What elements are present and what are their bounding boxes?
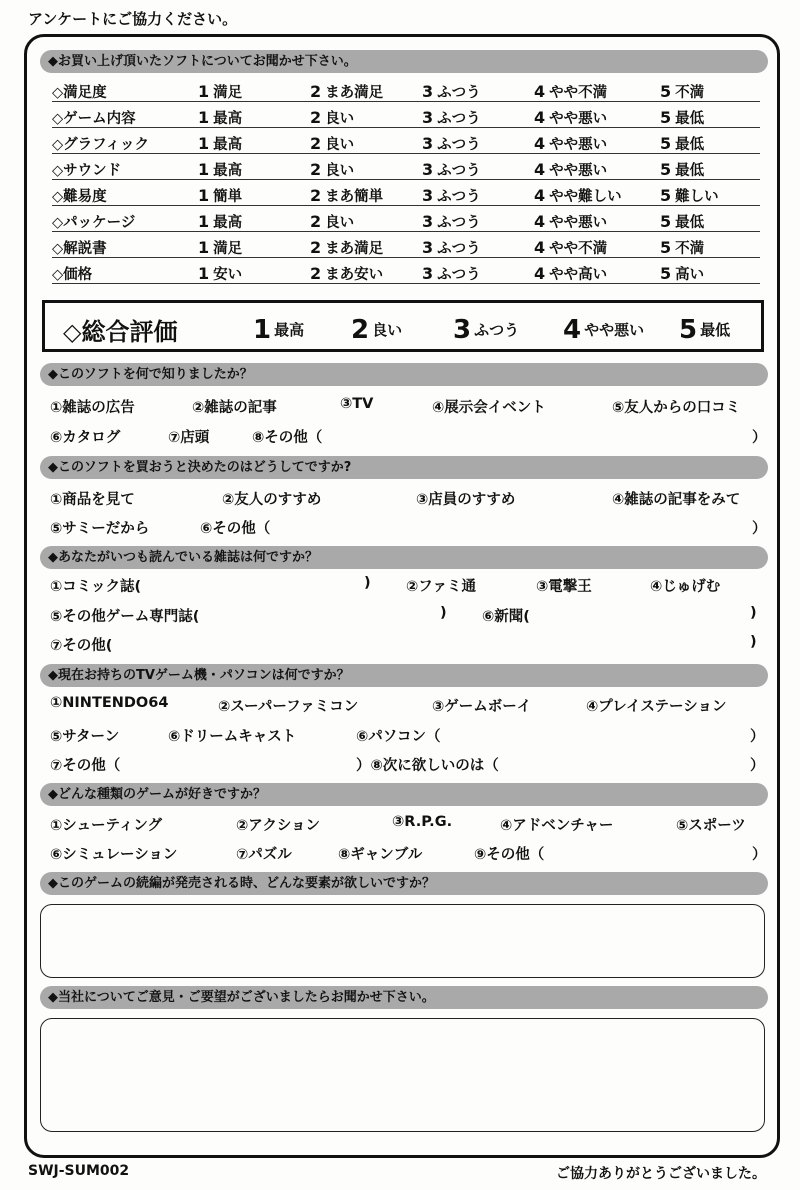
rating-option-text: やや悪い bbox=[549, 137, 608, 153]
rating-option-1[interactable] bbox=[198, 107, 242, 128]
rating-option-text: ふつう bbox=[437, 241, 481, 257]
rating-option-text: 最高 bbox=[213, 163, 243, 179]
rating-option-1[interactable] bbox=[198, 133, 242, 154]
rating-option-5[interactable] bbox=[660, 185, 719, 206]
rating-option-text: 安い bbox=[213, 267, 243, 283]
rating-option-text: 不満 bbox=[675, 85, 705, 101]
rating-row bbox=[40, 208, 768, 232]
q3-option-5[interactable]: ⑤その他ゲーム専門誌( bbox=[50, 609, 200, 625]
q2-option-5[interactable]: ⑤サミーだから bbox=[50, 521, 150, 537]
overall-option-text: やや悪い bbox=[584, 321, 645, 339]
q1-option-8[interactable]: ⑧その他（ bbox=[252, 430, 323, 446]
row-underline bbox=[52, 257, 760, 258]
rating-row bbox=[40, 104, 768, 128]
q3-option-3[interactable]: ③電撃王 bbox=[536, 579, 592, 595]
q4-option-6[interactable]: ⑥ドリームキャスト bbox=[168, 729, 297, 745]
overall-option-1[interactable] bbox=[253, 315, 304, 345]
rating-option-5[interactable] bbox=[660, 133, 704, 154]
rating-option-text: やや悪い bbox=[549, 111, 608, 127]
rating-option-3[interactable] bbox=[422, 263, 481, 284]
rating-option-number: 1 bbox=[198, 160, 210, 179]
rating-option-text: やや悪い bbox=[549, 163, 608, 179]
rating-option-text: やや不満 bbox=[549, 85, 608, 101]
rating-option-text: 最低 bbox=[675, 215, 705, 231]
rating-option-3[interactable] bbox=[422, 185, 481, 206]
overall-rating-box bbox=[42, 300, 764, 352]
rating-option-4[interactable] bbox=[534, 133, 607, 154]
rating-option-text: やや不満 bbox=[549, 241, 608, 257]
rating-option-text: 最高 bbox=[213, 111, 243, 127]
row-underline bbox=[52, 153, 760, 154]
q6-header: ◆このゲームの続編が発売される時、どんな要素が欲しいですか？ bbox=[40, 872, 768, 895]
rating-option-number: 5 bbox=[660, 212, 672, 231]
overall-option-text: 良い bbox=[372, 321, 403, 339]
rating-option-1[interactable] bbox=[198, 237, 242, 258]
q5-close-paren: ） bbox=[752, 847, 767, 863]
rating-option-5[interactable] bbox=[660, 237, 704, 258]
rating-option-4[interactable] bbox=[534, 185, 622, 206]
rating-option-number: 1 bbox=[198, 264, 210, 283]
rating-option-number: 3 bbox=[422, 264, 434, 283]
rating-option-5[interactable] bbox=[660, 81, 704, 102]
q4-option-pc[interactable]: ⑥パソコン（ bbox=[356, 729, 441, 745]
q1-option-4[interactable]: ④展示会イベント bbox=[432, 400, 546, 416]
overall-option-text: 最高 bbox=[274, 321, 305, 339]
q1-option-3[interactable]: ③TV bbox=[340, 396, 374, 412]
q3-option-2[interactable]: ②ファミ通 bbox=[406, 579, 476, 595]
rating-option-text: まあ満足 bbox=[325, 241, 384, 257]
rating-option-3[interactable] bbox=[422, 159, 481, 180]
rating-option-text: 最高 bbox=[213, 137, 243, 153]
q4-header: ◆現在お持ちのTVゲーム機・パソコンは何ですか？ bbox=[40, 664, 768, 687]
rating-row-label: ◇難易度 bbox=[52, 189, 107, 205]
rating-option-number: 5 bbox=[660, 108, 672, 127]
rating-option-text: 高い bbox=[675, 267, 705, 283]
rating-option-text: まあ安い bbox=[325, 267, 384, 283]
overall-option-number: 4 bbox=[563, 315, 582, 345]
rating-option-number: 5 bbox=[660, 160, 672, 179]
rating-option-number: 3 bbox=[422, 238, 434, 257]
rating-option-text: やや難しい bbox=[549, 189, 622, 205]
q3-option-1[interactable]: ①コミック誌( bbox=[50, 579, 142, 595]
rating-option-text: ふつう bbox=[437, 267, 481, 283]
rating-option-2[interactable] bbox=[310, 237, 383, 258]
rating-option-number: 2 bbox=[310, 212, 322, 231]
rating-option-2[interactable] bbox=[310, 81, 383, 102]
q4-option-7[interactable]: ⑦その他（ bbox=[50, 758, 121, 774]
rating-option-number: 4 bbox=[534, 134, 546, 153]
q1-option-1[interactable]: ①雑誌の広告 bbox=[50, 400, 135, 416]
rating-option-number: 2 bbox=[310, 108, 322, 127]
rating-option-text: 不満 bbox=[675, 241, 705, 257]
page-title: アンケートにご協力ください。 bbox=[28, 10, 238, 28]
rating-section-header: ◆お買い上げ頂いたソフトについてお聞かせ下さい。 bbox=[40, 50, 768, 73]
q2-option-4[interactable]: ④雑誌の記事をみて bbox=[612, 492, 741, 508]
rating-option-number: 2 bbox=[310, 264, 322, 283]
rating-option-text: 良い bbox=[325, 111, 355, 127]
rating-option-text: ふつう bbox=[437, 85, 481, 101]
rating-option-3[interactable] bbox=[422, 211, 481, 232]
rating-option-text: 良い bbox=[325, 215, 355, 231]
rating-option-text: ふつう bbox=[437, 163, 481, 179]
rating-row bbox=[40, 260, 768, 284]
q4-option-2[interactable]: ②スーパーファミコン bbox=[218, 699, 359, 715]
q3-option-6[interactable]: ⑥新聞( bbox=[482, 609, 530, 625]
rating-option-4[interactable] bbox=[534, 107, 607, 128]
rating-option-text: ふつう bbox=[437, 215, 481, 231]
rating-row-label: ◇ゲーム内容 bbox=[52, 111, 136, 127]
q3-close-paren-4: ) bbox=[750, 634, 757, 650]
rating-option-text: ふつう bbox=[437, 189, 481, 205]
rating-option-2[interactable] bbox=[310, 133, 354, 154]
q4-option-5[interactable]: ⑤サターン bbox=[50, 729, 120, 745]
rating-option-2[interactable] bbox=[310, 211, 354, 232]
q3-option-7[interactable]: ⑦その他( bbox=[50, 638, 113, 654]
rating-option-text: 簡単 bbox=[213, 189, 243, 205]
q4-option-3[interactable]: ③ゲームボーイ bbox=[432, 699, 532, 715]
rating-row bbox=[40, 234, 768, 258]
rating-option-4[interactable] bbox=[534, 81, 607, 102]
rating-option-number: 2 bbox=[310, 238, 322, 257]
rating-option-number: 4 bbox=[534, 160, 546, 179]
q2-header: ◆このソフトを買おうと決めたのはどうしてですか? bbox=[40, 456, 768, 479]
rating-option-number: 2 bbox=[310, 160, 322, 179]
rating-row bbox=[40, 78, 768, 102]
rating-option-1[interactable] bbox=[198, 185, 242, 206]
rating-row bbox=[40, 130, 768, 154]
overall-option-2[interactable] bbox=[351, 315, 402, 345]
rating-option-number: 2 bbox=[310, 186, 322, 205]
q2-close-paren: ） bbox=[752, 521, 767, 537]
rating-option-number: 4 bbox=[534, 82, 546, 101]
q4-option-4[interactable]: ④プレイステーション bbox=[586, 699, 727, 715]
q5-option-4[interactable]: ④アドベンチャー bbox=[500, 818, 614, 834]
rating-option-number: 5 bbox=[660, 82, 672, 101]
rating-option-number: 1 bbox=[198, 134, 210, 153]
q3-close-paren-2: ) bbox=[440, 605, 447, 621]
rating-option-text: まあ簡単 bbox=[325, 189, 384, 205]
form-code: SWJ-SUM002 bbox=[28, 1163, 130, 1179]
rating-option-number: 3 bbox=[422, 186, 434, 205]
q5-option-3[interactable]: ③R.P.G. bbox=[392, 814, 453, 830]
rating-option-text: 良い bbox=[325, 163, 355, 179]
rating-option-4[interactable] bbox=[534, 237, 607, 258]
rating-option-text: ふつう bbox=[437, 111, 481, 127]
q1-option-5[interactable]: ⑤友人からの口コミ bbox=[612, 400, 741, 416]
rating-option-text: ふつう bbox=[437, 137, 481, 153]
rating-option-2[interactable] bbox=[310, 185, 383, 206]
row-underline bbox=[52, 127, 760, 128]
rating-option-number: 5 bbox=[660, 238, 672, 257]
rating-option-number: 5 bbox=[660, 134, 672, 153]
rating-option-text: やや悪い bbox=[549, 215, 608, 231]
rating-option-3[interactable] bbox=[422, 133, 481, 154]
rating-option-number: 3 bbox=[422, 160, 434, 179]
q3-close-paren-1: ) bbox=[364, 575, 371, 591]
rating-option-number: 1 bbox=[198, 212, 210, 231]
rating-row-label: ◇満足度 bbox=[52, 85, 107, 101]
q5-option-7[interactable]: ⑦パズル bbox=[236, 847, 292, 863]
row-underline bbox=[52, 283, 760, 284]
rating-option-4[interactable] bbox=[534, 263, 607, 284]
q3-header: ◆あなたがいつも読んでいる雑誌は何ですか？ bbox=[40, 546, 768, 569]
rating-row-label: ◇サウンド bbox=[52, 163, 122, 179]
rating-option-number: 1 bbox=[198, 108, 210, 127]
rating-option-4[interactable] bbox=[534, 211, 607, 232]
q6-answer-box[interactable] bbox=[40, 904, 765, 978]
q5-option-9[interactable]: ⑨その他（ bbox=[474, 847, 545, 863]
rating-option-number: 3 bbox=[422, 212, 434, 231]
overall-option-4[interactable] bbox=[563, 315, 644, 345]
rating-option-number: 3 bbox=[422, 108, 434, 127]
rating-option-number: 2 bbox=[310, 82, 322, 101]
rating-row-label: ◇価格 bbox=[52, 267, 93, 283]
rating-option-3[interactable] bbox=[422, 237, 481, 258]
rating-option-2[interactable] bbox=[310, 159, 354, 180]
rating-option-2[interactable] bbox=[310, 107, 354, 128]
rating-option-text: 最低 bbox=[675, 111, 705, 127]
overall-rating-label: ◇総合評価 bbox=[63, 318, 178, 346]
q4-option-1[interactable]: ①NINTENDO64 bbox=[50, 695, 169, 711]
rating-option-5[interactable] bbox=[660, 263, 704, 284]
q2-option-1[interactable]: ①商品を見て bbox=[50, 492, 135, 508]
q3-option-4[interactable]: ④じゅげむ bbox=[650, 579, 721, 595]
rating-option-text: 最低 bbox=[675, 163, 705, 179]
q5-option-5[interactable]: ⑤スポーツ bbox=[676, 818, 746, 834]
rating-option-number: 5 bbox=[660, 264, 672, 283]
q5-option-1[interactable]: ①シューティング bbox=[50, 818, 163, 834]
overall-option-text: 最低 bbox=[700, 321, 731, 339]
q1-option-2[interactable]: ②雑誌の記事 bbox=[192, 400, 277, 416]
overall-option-text: ふつう bbox=[474, 321, 520, 339]
q7-answer-box[interactable] bbox=[40, 1018, 765, 1132]
rating-option-number: 4 bbox=[534, 264, 546, 283]
rating-option-1[interactable] bbox=[198, 263, 242, 284]
row-underline bbox=[52, 205, 760, 206]
rating-row-label: ◇パッケージ bbox=[52, 215, 136, 231]
rating-option-number: 2 bbox=[310, 134, 322, 153]
rating-option-number: 4 bbox=[534, 186, 546, 205]
rating-option-number: 3 bbox=[422, 82, 434, 101]
rating-row-label: ◇グラフィック bbox=[52, 137, 149, 153]
rating-option-1[interactable] bbox=[198, 159, 242, 180]
rating-option-5[interactable] bbox=[660, 211, 704, 232]
q2-option-3[interactable]: ③店員のすすめ bbox=[416, 492, 516, 508]
q5-option-8[interactable]: ⑧ギャンブル bbox=[338, 847, 423, 863]
rating-option-5[interactable] bbox=[660, 159, 704, 180]
overall-option-number: 2 bbox=[351, 315, 370, 345]
rating-option-4[interactable] bbox=[534, 159, 607, 180]
q5-option-2[interactable]: ②アクション bbox=[236, 818, 321, 834]
rating-option-text: やや高い bbox=[549, 267, 608, 283]
rating-row bbox=[40, 182, 768, 206]
overall-option-3[interactable] bbox=[453, 315, 519, 345]
rating-row bbox=[40, 156, 768, 180]
rating-option-5[interactable] bbox=[660, 107, 704, 128]
overall-option-number: 1 bbox=[253, 315, 272, 345]
q1-header: ◆このソフトを何で知りましたか？ bbox=[40, 363, 768, 386]
row-underline bbox=[52, 179, 760, 180]
rating-option-number: 1 bbox=[198, 186, 210, 205]
rating-option-2[interactable] bbox=[310, 263, 383, 284]
rating-option-number: 3 bbox=[422, 134, 434, 153]
q4-option-8[interactable]: ）⑧次に欲しいのは（ bbox=[356, 758, 499, 774]
q1-close-paren: ） bbox=[752, 430, 767, 446]
row-underline bbox=[52, 231, 760, 232]
rating-option-text: 最低 bbox=[675, 137, 705, 153]
q5-option-6[interactable]: ⑥シミュレーション bbox=[50, 847, 178, 863]
rating-row-label: ◇解説書 bbox=[52, 241, 107, 257]
rating-option-number: 4 bbox=[534, 212, 546, 231]
rating-option-text: 難しい bbox=[675, 189, 719, 205]
rating-option-number: 4 bbox=[534, 238, 546, 257]
rating-option-number: 4 bbox=[534, 108, 546, 127]
rating-option-text: 満足 bbox=[213, 85, 243, 101]
rating-option-text: まあ満足 bbox=[325, 85, 384, 101]
q4-close-paren-2: ） bbox=[750, 758, 765, 774]
overall-option-number: 3 bbox=[453, 315, 472, 345]
q1-option-6[interactable]: ⑥カタログ bbox=[50, 430, 121, 446]
q2-option-6[interactable]: ⑥その他（ bbox=[200, 521, 271, 537]
overall-option-number: 5 bbox=[679, 315, 698, 345]
rating-option-text: 良い bbox=[325, 137, 355, 153]
q7-header: ◆当社についてご意見・ご要望がございましたらお聞かせ下さい。 bbox=[40, 986, 768, 1009]
q2-option-2[interactable]: ②友人のすすめ bbox=[222, 492, 322, 508]
thanks-message: ご協力ありがとうございました。 bbox=[556, 1166, 766, 1182]
q3-close-paren-3: ) bbox=[750, 605, 757, 621]
rating-option-number: 5 bbox=[660, 186, 672, 205]
q1-option-7[interactable]: ⑦店頭 bbox=[168, 430, 210, 446]
overall-option-5[interactable] bbox=[679, 315, 730, 345]
q5-header: ◆どんな種類のゲームが好きですか？ bbox=[40, 783, 768, 806]
rating-option-number: 1 bbox=[198, 238, 210, 257]
rating-option-text: 満足 bbox=[213, 241, 243, 257]
rating-option-3[interactable] bbox=[422, 81, 481, 102]
rating-option-number: 1 bbox=[198, 82, 210, 101]
rating-option-1[interactable] bbox=[198, 211, 242, 232]
rating-option-3[interactable] bbox=[422, 107, 481, 128]
q4-close-paren-1: ） bbox=[750, 729, 765, 745]
row-underline bbox=[52, 101, 760, 102]
rating-option-text: 最高 bbox=[213, 215, 243, 231]
rating-option-1[interactable] bbox=[198, 81, 242, 102]
